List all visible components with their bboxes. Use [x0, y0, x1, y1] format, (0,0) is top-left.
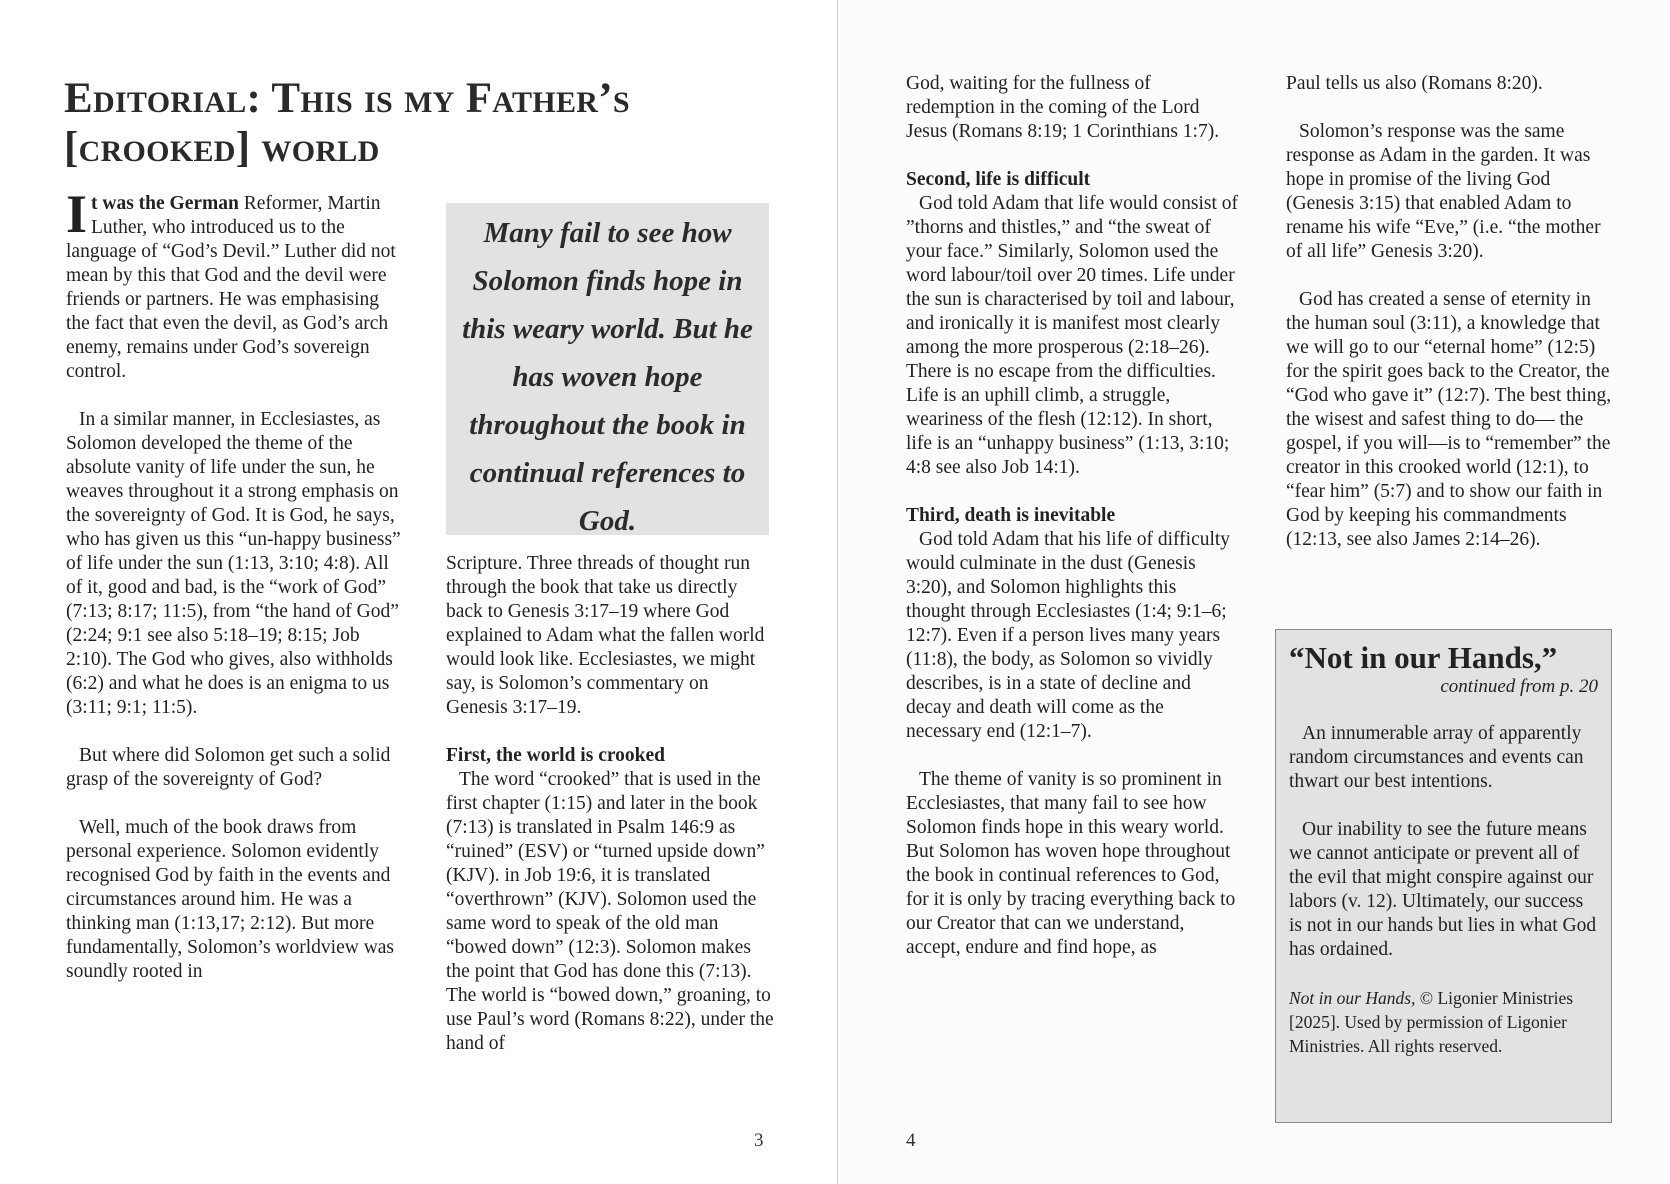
paragraph: God, waiting for the fullness of redemption in the coming of the Lord Jesus (Romans 8:19; 1 Corinthians 1:7).: [906, 73, 1220, 142]
copyright-credit: [1289, 986, 1598, 1058]
paragraph: In a similar manner, in Ecclesiastes, as Solomon developed the theme of the absolute vanity of life under the sun, he weaves throughout it a strong emphasis on the sovereignty of God. It is God, he says, who has given us this “un-happy business” of life under the sun (1:13, 3:10; 4:8). All of it, good and bad, is the “work of God” (7:13; 8:17; 11:5), from “the hand of God” (2:24; 9:1 see also 5:18–19; 8:15; Job 2:10). The God who gives, also withholds (6:2) and what he does is an enigma to us (3:11; 9:1; 11:5).: [66, 409, 401, 718]
paragraph: God told Adam that his life of difficulty would culminate in the dust (Genesis 3:20), and Solomon highlights this thought through Ecclesiastes (1:4; 9:1–6; 12:7). Even if a person lives many years (11:8), the body, as Solomon so vividly describes, is in a state of decline and decay and death will come as the necessary end (12:1–7).: [906, 529, 1231, 742]
lead-in-text: t was the German: [91, 193, 239, 214]
paragraph-text: Reformer, Martin Luther, who introduced us to the language of “God’s Devil.” Luther did not mean by this that God and the devil were friends or partners. He was emphasising the fact that even the devil, as God’s arch enemy, remains under God’s sovereign control.: [66, 193, 396, 382]
editorial-title: Editorial: This is my Father’s [crooked] world: [64, 75, 630, 171]
paragraph: But where did Solomon get such a solid grasp of the sovereignty of God?: [66, 745, 391, 790]
paragraph: Our inability to see the future means we cannot anticipate or prevent all of the evil that might conspire against our labors (v. 12). Ultimately, our success is not in our hands but lies in what God has ordained.: [1289, 819, 1597, 960]
continued-from-note: continued from p. 20: [1440, 676, 1598, 697]
section-heading: Third, death is inevitable: [906, 505, 1116, 526]
paragraph: Paul tells us also (Romans 8:20).: [1286, 73, 1543, 94]
drop-cap: I: [66, 184, 88, 244]
page-number-left: 3: [754, 1130, 764, 1151]
page-number-right: 4: [906, 1130, 916, 1151]
pull-quote: Many fail to see how Solomon finds hope in this weary world. But he has woven hope throughout the book in continual references to God.: [446, 203, 769, 535]
column-1: [66, 184, 404, 984]
column-2: [446, 552, 774, 1056]
credit-text: © Ligonier Ministries [2025]. Used by permission of Ligonier Ministries. All rights reserved.: [1289, 988, 1574, 1056]
paragraph: [66, 184, 404, 384]
page-spine-divider: [837, 0, 838, 1184]
paragraph: God has created a sense of eternity in the human soul (3:11), a knowledge that we will go to our “eternal home” (12:5) for the spirit goes back to the Creator, the “God who gave it” (12:7). The best thing, the wisest and safest thing to do— the gospel, if you will—is to “remember” the creator in this crooked world (12:1), to “fear him” (5:7) and to show our faith in God by keeping his commandments (12:13, see also James 2:14–26).: [1286, 289, 1612, 550]
paragraph: The word “crooked” that is used in the first chapter (1:15) and later in the book (7:13) is translated in Psalm 146:9 as “ruined” (ESV) or “turned upside down” (KJV). in Job 19:6, it is translated “overthrown” (KJV). Solomon used the same word to speak of the old man “bowed down” (12:3). Solomon makes the point that God has done this (7:13). The world is “bowed down,” groaning, to use Paul’s word (Romans 8:22), under the hand of: [446, 769, 774, 1054]
section-heading: Second, life is difficult: [906, 169, 1091, 190]
credit-source-title: Not in our Hands,: [1289, 988, 1416, 1008]
column-4: [1286, 72, 1618, 552]
continued-article-box: [1275, 629, 1612, 1123]
box-title: “Not in our Hands,”: [1289, 640, 1558, 675]
paragraph: The theme of vanity is so prominent in Ecclesiastes, that many fail to see how Solomon finds hope in this weary world. But Solomon has woven hope throughout the book in continual references to God, for it is only by tracing everything back to our Creator that can we understand, accept, endure and find hope, as: [906, 769, 1236, 958]
section-heading: First, the world is crooked: [446, 745, 665, 766]
column-3: [906, 72, 1240, 960]
paragraph: Scripture. Three threads of thought run through the book that take us directly back to Genesis 3:17–19 where God explained to Adam what the fallen world would look like. Ecclesiastes, we might say, is Solomon’s commentary on Genesis 3:17–19.: [446, 553, 765, 718]
paragraph: Solomon’s response was the same response as Adam in the garden. It was hope in promise of the living God (Genesis 3:15) that enabled Adam to rename his wife “Eve,” (i.e. “the mother of all life” Genesis 3:20).: [1286, 121, 1601, 262]
paragraph: Well, much of the book draws from personal experience. Solomon evidently recognised God by faith in the events and circumstances around him. He was a thinking man (1:13,17; 2:12). But more fundamentally, Solomon’s worldview was soundly rooted in: [66, 817, 395, 982]
paragraph: God told Adam that life would consist of ”thorns and thistles,” and “the sweat of your face.” Similarly, Solomon used the word labour/toil over 20 times. Life under the sun is characterised by toil and labour, and ironically it is manifest most clearly among the more prosperous (2:18–26). There is no escape from the difficulties. Life is an uphill climb, a struggle, weariness of the flesh (12:12). In short, life is an “unhappy business” (1:13, 3:10; 4:8 see also Job 14:1).: [906, 193, 1239, 478]
paragraph: An innumerable array of apparently random circumstances and events can thwart our best intentions.: [1289, 723, 1584, 792]
